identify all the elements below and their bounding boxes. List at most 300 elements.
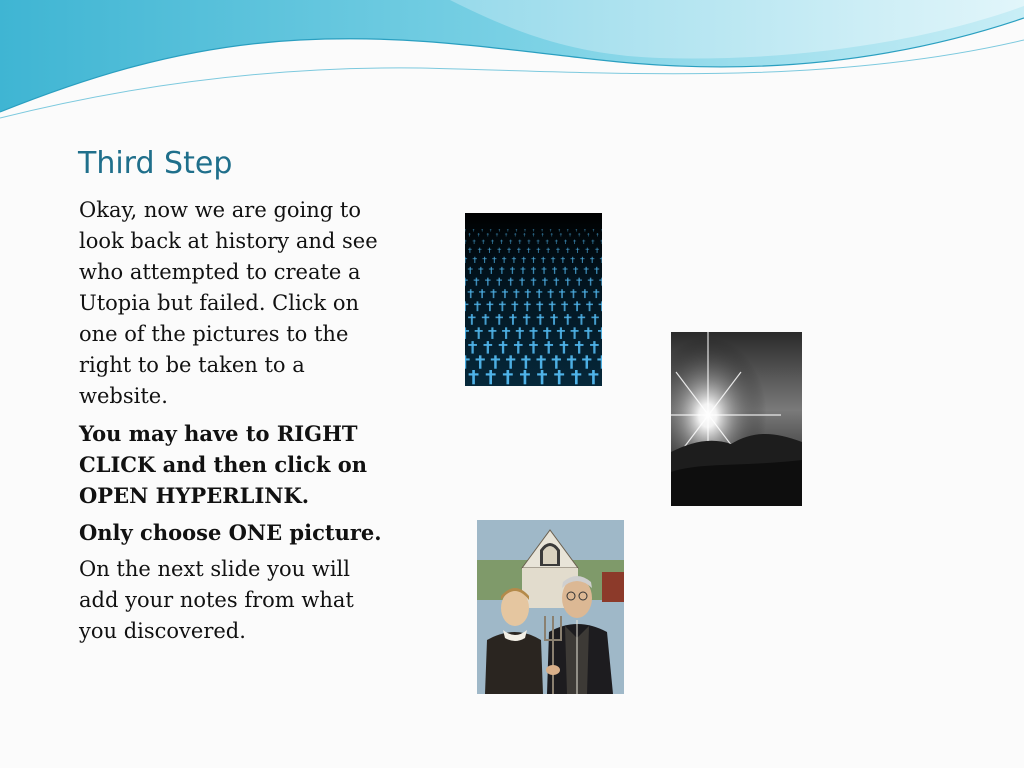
cross-mark <box>498 230 500 231</box>
cross-mark <box>538 240 539 244</box>
cross-mark <box>569 234 571 235</box>
cross-mark <box>465 301 466 311</box>
cross-mark <box>478 268 483 269</box>
cross-mark <box>499 268 504 269</box>
cross-mark <box>482 229 483 232</box>
cross-mark <box>558 370 561 384</box>
cross-mark <box>494 355 496 368</box>
cross-mark <box>539 314 541 325</box>
cross-mark <box>468 317 475 319</box>
cross-mark <box>512 258 516 259</box>
cross-mark <box>507 230 509 231</box>
cross-mark <box>561 304 568 306</box>
cross-mark <box>594 314 596 325</box>
cross-mark <box>582 358 591 360</box>
cross-mark <box>501 240 502 244</box>
cross-mark <box>537 241 540 242</box>
cross-mark <box>533 230 535 231</box>
cross-mark <box>469 248 470 253</box>
cross-mark <box>519 327 521 339</box>
cross-mark <box>585 229 586 232</box>
cross-mark <box>531 268 536 269</box>
cross-mark <box>499 229 500 232</box>
cross-mark <box>590 344 599 346</box>
cross-mark <box>506 370 509 384</box>
american-gothic-painting-image[interactable] <box>477 520 624 694</box>
cross-mark <box>476 278 477 286</box>
cross-mark <box>579 233 580 237</box>
cross-mark <box>597 248 598 253</box>
cross-mark <box>481 289 483 298</box>
cross-mark <box>470 267 471 274</box>
cross-mark <box>512 314 514 325</box>
cross-mark <box>578 317 585 319</box>
cross-mark <box>592 240 593 244</box>
cross-mark <box>499 248 500 253</box>
sunburst-landscape-image[interactable] <box>671 332 802 506</box>
cross-mark <box>560 327 562 339</box>
cross-mark <box>481 230 483 231</box>
cross-mark <box>473 241 476 242</box>
cross-mark <box>574 304 581 306</box>
cross-mark <box>504 257 505 263</box>
cross-mark <box>533 233 534 237</box>
cross-mark <box>557 248 558 253</box>
american-gothic-graphic <box>477 520 624 694</box>
cross-mark <box>584 230 586 231</box>
cross-mark <box>533 229 534 232</box>
cross-mark <box>519 280 525 281</box>
cross-mark <box>576 229 577 232</box>
cross-mark <box>553 314 555 325</box>
cross-mark <box>531 280 537 281</box>
cross-mark <box>524 370 527 384</box>
cross-mark <box>552 257 553 263</box>
cross-mark <box>465 304 468 306</box>
cross-mark <box>583 240 584 244</box>
cross-mark <box>505 234 507 235</box>
cross-mark <box>484 344 493 346</box>
cross-mark <box>523 234 525 235</box>
cross-mark <box>560 234 562 235</box>
cross-mark <box>590 258 594 259</box>
cross-mark <box>575 267 576 274</box>
cross-mark <box>518 248 519 253</box>
cross-mark <box>512 267 513 274</box>
cross-mark <box>474 304 481 306</box>
cross-mark <box>555 355 557 368</box>
cross-mark <box>578 234 580 235</box>
cross-mark <box>490 229 491 232</box>
cross-mark <box>490 291 496 292</box>
cross-mark <box>523 317 530 319</box>
cross-mark <box>470 289 472 298</box>
cross-mark <box>533 278 534 286</box>
cross-mark <box>601 301 602 311</box>
cross-mark <box>573 289 575 298</box>
cross-mark <box>503 373 513 375</box>
cross-mark <box>492 258 496 259</box>
cross-mark <box>477 234 479 235</box>
cross-mark <box>561 258 565 259</box>
cross-mark <box>528 248 529 253</box>
cross-mark <box>473 258 477 259</box>
cross-mark <box>574 240 575 244</box>
cross-mark <box>501 301 503 311</box>
cross-mark <box>595 249 599 250</box>
cross-mark <box>506 358 515 360</box>
cross-mark <box>513 291 519 292</box>
cross-mark <box>518 241 521 242</box>
cross-mark <box>478 327 480 339</box>
cross-mark <box>465 257 466 263</box>
cross-mark <box>497 233 498 237</box>
cross-mark <box>584 330 592 332</box>
cross-mark <box>465 230 466 231</box>
cross-mark <box>543 257 544 263</box>
cross-mark <box>592 257 593 263</box>
cross-mark <box>488 249 492 250</box>
cross-mark <box>536 304 543 306</box>
cross-mark <box>514 344 523 346</box>
cross-mark <box>465 278 466 286</box>
cross-mark <box>525 229 526 232</box>
cross-mark <box>485 280 491 281</box>
cross-mark <box>544 278 545 286</box>
cross-mark <box>582 241 585 242</box>
cross-mark <box>550 229 551 232</box>
cross-mark <box>489 248 490 253</box>
cross-mark <box>567 278 568 286</box>
cross-mark <box>487 278 488 286</box>
cross-mark <box>570 291 576 292</box>
cross-mark <box>465 330 469 332</box>
cross-mark <box>588 280 594 281</box>
cross-mark <box>595 289 597 298</box>
cross-mark <box>556 240 557 244</box>
cross-mark <box>587 327 589 339</box>
cross-mark <box>489 301 491 311</box>
cross-mark <box>564 267 565 274</box>
cross-mark <box>496 317 503 319</box>
cross-mark <box>524 233 525 237</box>
cross-mark <box>509 248 510 253</box>
cross-mark <box>471 314 473 325</box>
slide-body <box>79 195 389 653</box>
cross-mark <box>564 301 566 311</box>
cross-mark <box>537 249 541 250</box>
cross-mark <box>593 291 599 292</box>
cross-mark <box>519 240 520 244</box>
cross-mark <box>562 257 563 263</box>
cross-mark <box>478 233 479 237</box>
cross-mark <box>484 257 485 263</box>
cross-mark <box>559 291 565 292</box>
cross-mark <box>521 268 526 269</box>
cross-mark <box>564 317 571 319</box>
cross-mark <box>537 317 544 319</box>
cross-mark <box>499 304 506 306</box>
cross-mark <box>594 268 599 269</box>
cross-mark <box>571 373 581 375</box>
cross-mark <box>509 355 511 368</box>
cross-mark <box>542 233 543 237</box>
cross-mark <box>536 291 542 292</box>
cross-mark <box>499 344 508 346</box>
header-wave-decoration <box>0 0 1024 130</box>
cross-mark <box>542 229 543 232</box>
cross-mark <box>532 234 534 235</box>
cross-mark <box>546 241 549 242</box>
cross-mark <box>486 373 496 375</box>
cross-mark <box>567 358 576 360</box>
next-slide-note: On the next slide you will add your notes from what you discovered. <box>79 557 354 643</box>
cross-mark <box>599 280 602 281</box>
cross-mark <box>601 257 602 263</box>
cross-mark <box>548 341 550 354</box>
cross-mark <box>468 249 472 250</box>
cross-mark <box>513 257 514 263</box>
cross-mark <box>561 233 562 237</box>
cross-mark <box>531 258 535 259</box>
cross-mark <box>525 355 527 368</box>
cross-mark <box>550 289 552 298</box>
cross-mark <box>554 267 555 274</box>
cross-mark <box>589 301 591 311</box>
cross-mark <box>550 317 557 319</box>
cross-mark <box>550 230 552 231</box>
cross-mark <box>472 370 475 384</box>
cross-mark <box>482 258 486 259</box>
cross-mark <box>517 341 519 354</box>
cross-mark <box>491 327 493 339</box>
cross-mark <box>592 370 595 384</box>
cross-mark <box>563 268 568 269</box>
cross-mark <box>555 241 558 242</box>
cross-mark <box>597 233 598 237</box>
cross-mark <box>493 289 495 298</box>
cross-mark <box>586 304 593 306</box>
cross-mark <box>532 341 534 354</box>
cross-mark <box>490 230 492 231</box>
cross-mark <box>566 249 570 250</box>
cross-mark <box>551 258 555 259</box>
cross-mark <box>570 233 571 237</box>
cross-mark <box>516 330 524 332</box>
cross-mark <box>598 330 602 332</box>
cross-mark <box>585 249 589 250</box>
cross-mark <box>487 304 494 306</box>
cross-mark <box>557 330 565 332</box>
cross-mark <box>473 230 475 231</box>
cross-mark <box>586 267 587 274</box>
cross-mark <box>573 268 578 269</box>
cross-mark <box>498 314 500 325</box>
cross-mark <box>593 229 594 232</box>
cross-mark <box>559 229 560 232</box>
cross-mark <box>476 358 485 360</box>
cross-mark <box>506 233 507 237</box>
cross-mark <box>591 241 594 242</box>
cross-mark <box>521 278 522 286</box>
cross-mark <box>511 304 518 306</box>
cross-mark <box>539 301 541 311</box>
right-click-hint: You may have to RIGHT CLICK and then click on OPEN HYPERLINK. <box>79 421 368 508</box>
cross-mark <box>468 268 473 269</box>
cross-mark <box>587 248 588 253</box>
cross-mark <box>564 241 567 242</box>
cross-mark <box>548 291 554 292</box>
cross-mark <box>590 278 591 286</box>
cross-mark <box>496 280 502 281</box>
cross-mark <box>541 234 543 235</box>
cross-mark <box>516 289 518 298</box>
cross-mark <box>509 317 516 319</box>
cross-mark <box>536 358 545 360</box>
cross-mark <box>524 304 531 306</box>
cross-mark <box>541 370 544 384</box>
cross-mark <box>469 373 479 375</box>
cross-mark <box>527 249 531 250</box>
cross-mark <box>482 241 485 242</box>
cross-mark <box>568 229 569 232</box>
cross-mark <box>552 268 557 269</box>
cross-mark <box>575 230 577 231</box>
cross-mark <box>480 267 481 274</box>
cross-mark <box>474 240 475 244</box>
cross-mark <box>558 230 560 231</box>
cross-mark <box>570 355 572 368</box>
cross-mark <box>489 268 494 269</box>
cross-mark <box>565 280 571 281</box>
cross-mark <box>575 344 584 346</box>
cross-mark <box>487 234 489 235</box>
cross-mark <box>577 248 578 253</box>
cross-mark <box>521 358 530 360</box>
cross-mark <box>601 355 602 368</box>
cross-mark <box>465 241 467 242</box>
cross-mark <box>544 344 553 346</box>
cross-mark <box>491 358 500 360</box>
cross-mark <box>565 240 566 244</box>
instructions-paragraph: Okay, now we are going to look back at history and see who attempted to create a Utopia but failed. Click on one of the pictures to the right to be taken to a website. <box>79 198 378 408</box>
cross-mark <box>515 233 516 237</box>
cross-mark <box>475 330 483 332</box>
cross-mark <box>599 304 602 306</box>
cross-mark <box>497 249 501 250</box>
field-of-crosses-image[interactable] <box>465 213 602 386</box>
cross-mark <box>501 267 502 274</box>
cross-mark <box>575 370 578 384</box>
cross-mark <box>515 230 517 231</box>
cross-mark <box>474 280 480 281</box>
cross-mark <box>588 233 589 237</box>
cross-mark <box>522 267 523 274</box>
cross-mark <box>477 301 479 311</box>
cross-mark <box>471 341 473 354</box>
cross-mark <box>473 229 474 232</box>
cross-mark <box>479 248 480 253</box>
cross-mark <box>524 230 526 231</box>
cross-mark <box>479 291 485 292</box>
cross-mark <box>572 257 573 263</box>
cross-mark <box>567 230 569 231</box>
cross-mark <box>567 314 569 325</box>
cross-mark <box>532 327 534 339</box>
cross-mark <box>601 278 602 286</box>
cross-mark <box>576 280 582 281</box>
cross-mark <box>560 344 569 346</box>
cross-mark <box>538 248 539 253</box>
cross-mark <box>527 241 530 242</box>
cross-mark <box>482 317 489 319</box>
cross-mark <box>601 327 602 339</box>
cross-mark <box>533 257 534 263</box>
cross-mark <box>540 355 542 368</box>
cross-mark <box>551 301 553 311</box>
cross-mark <box>554 280 560 281</box>
cross-mark <box>510 268 515 269</box>
cross-mark <box>578 341 580 354</box>
cross-mark <box>510 240 511 244</box>
cross-mark <box>600 258 602 259</box>
cross-mark <box>552 358 561 360</box>
cross-mark <box>492 240 493 244</box>
choose-one-hint: Only choose ONE picture. <box>79 520 382 545</box>
cross-mark <box>502 291 508 292</box>
cross-mark <box>533 267 534 274</box>
cross-mark <box>567 248 568 253</box>
cross-mark <box>554 373 564 375</box>
cross-mark <box>483 240 484 244</box>
cross-mark <box>571 330 579 332</box>
cross-mark <box>601 230 602 231</box>
cross-mark <box>465 327 466 339</box>
cross-mark <box>551 233 552 237</box>
cross-mark <box>541 258 545 259</box>
cross-mark <box>491 267 492 274</box>
cross-mark <box>549 304 556 306</box>
cross-mark <box>597 358 602 360</box>
cross-mark <box>541 230 543 231</box>
cross-mark <box>488 233 489 237</box>
cross-mark <box>593 230 595 231</box>
cross-mark <box>488 330 496 332</box>
cross-mark <box>496 234 498 235</box>
cross-mark <box>500 241 503 242</box>
cross-mark <box>468 291 474 292</box>
cross-mark <box>570 258 574 259</box>
cross-mark <box>526 314 528 325</box>
cross-mark <box>465 358 470 360</box>
cross-mark <box>522 258 526 259</box>
cross-mark <box>504 289 506 298</box>
cross-mark <box>469 233 470 237</box>
cross-mark <box>529 330 537 332</box>
cross-mark <box>543 267 544 274</box>
cross-mark <box>527 289 529 298</box>
cross-mark <box>586 355 588 368</box>
cross-mark <box>474 257 475 263</box>
cross-mark <box>491 241 494 242</box>
cross-mark <box>546 249 550 250</box>
cross-mark <box>487 341 489 354</box>
cross-mark <box>510 278 511 286</box>
cross-mark <box>494 257 495 263</box>
cross-mark <box>529 344 538 346</box>
cross-mark <box>525 291 531 292</box>
cross-mark <box>548 248 549 253</box>
